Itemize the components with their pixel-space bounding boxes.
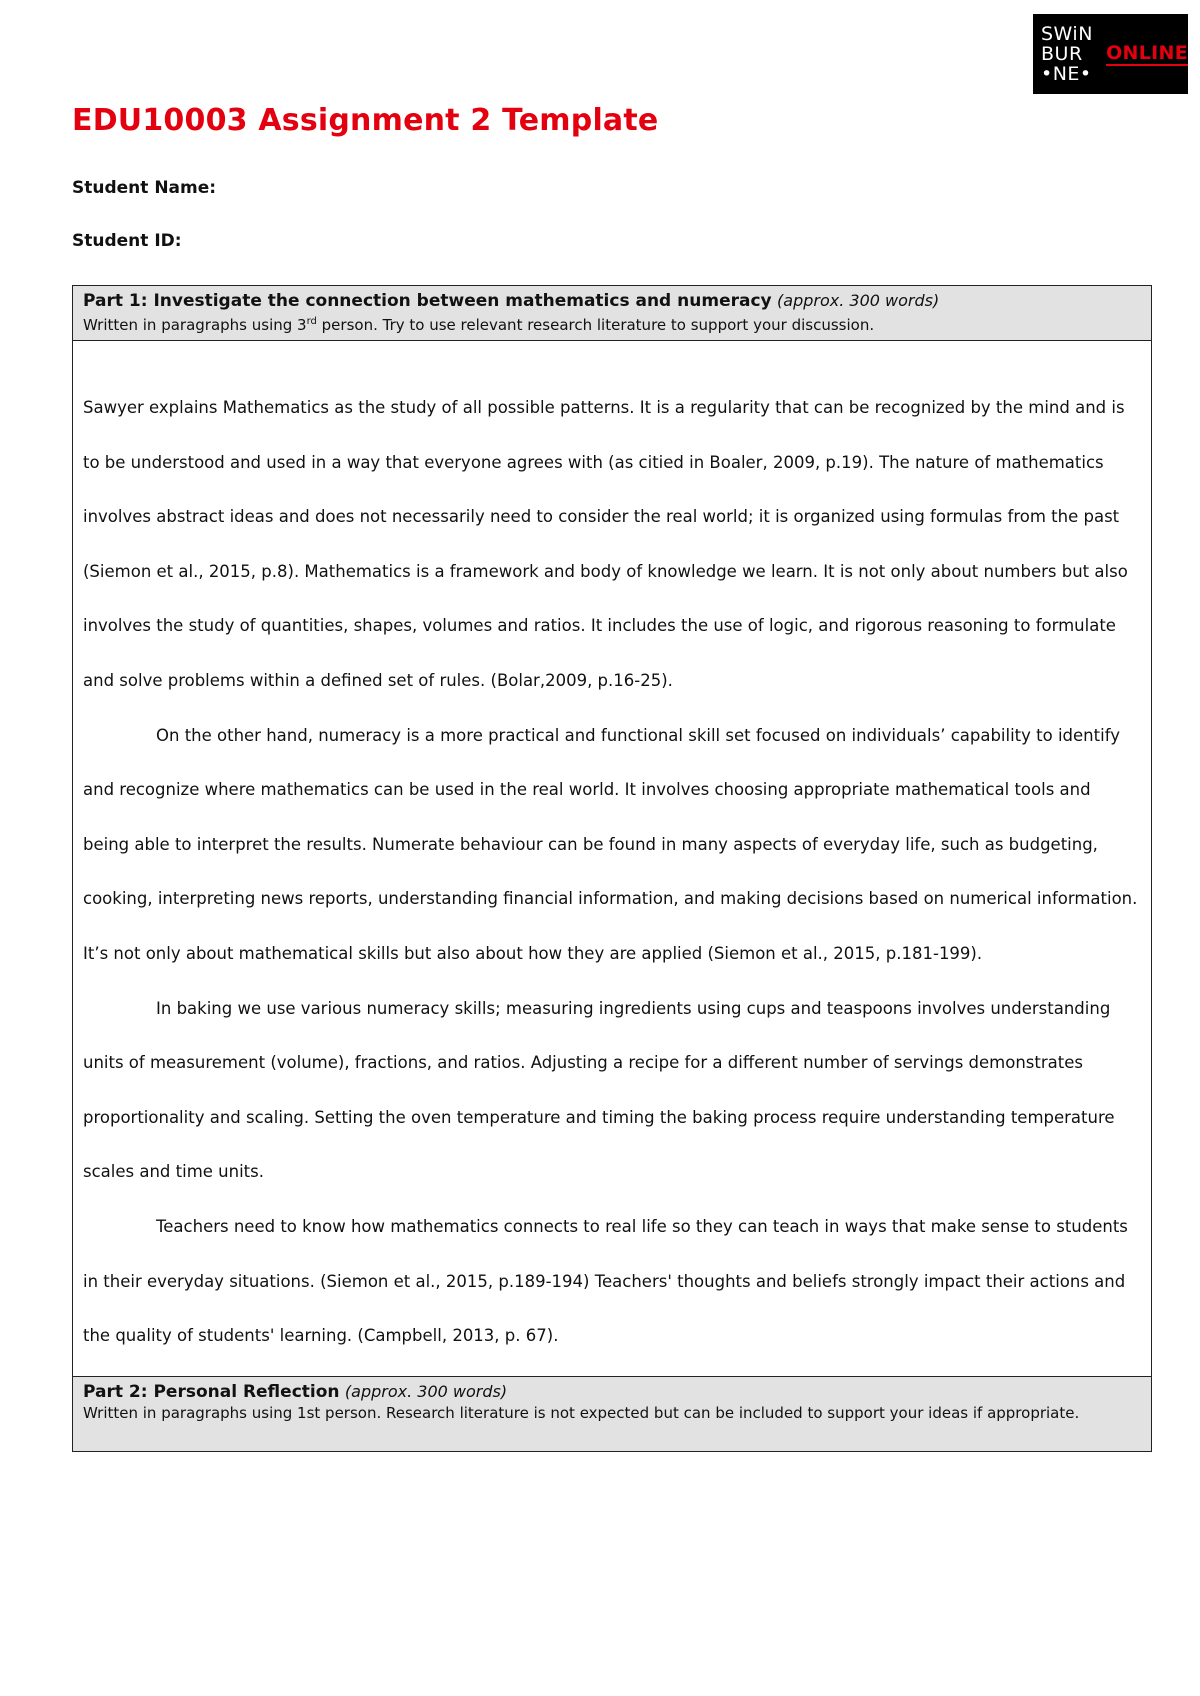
part2-word-count: (approx. 300 words): [344, 1381, 508, 1401]
part2-heading: Part 2: Personal Reflection: [83, 1381, 340, 1402]
response-paragraph: In baking we use various numeracy skills; measuring ingredients using cups and teaspoons involves understanding units of measurement (volume), fractions, and ratios. Adjusting a recipe for a different number of servings demonstrates proportionality and scaling. Setting the oven temperature and timing the baking process require understanding temperature scales and time units.: [83, 998, 1115, 1182]
part1-header-cell: [73, 286, 1152, 341]
part1-word-count: (approx. 300 words): [777, 291, 940, 310]
assignment-table: [72, 285, 1152, 1452]
part1-instructions-pre: Written in paragraphs using 3: [83, 316, 307, 334]
response-paragraph: On the other hand, numeracy is a more practical and functional skill set focused on individuals’ capability to identify and recognize where mathematics can be used in the real world. It involves choosing appropriate mathematical tools and being able to interpret the results. Numerate behaviour can be found in many aspects of everyday life, such as budgeting, cooking, interpreting news reports, understanding financial information, and making decisions based on numerical information. It’s not only about mathematical skills but also about how they are applied (Siemon et al., 2015, p.181-199).: [83, 725, 1138, 963]
logo-mark-line: •NE•: [1041, 63, 1092, 85]
logo-mark: [1033, 24, 1106, 84]
student-name-label: Student Name:: [72, 178, 217, 198]
part2-heading-line: [83, 1382, 1141, 1402]
part2-header-cell: [73, 1376, 1152, 1451]
logo-mark-line: SWiN: [1041, 23, 1093, 45]
student-id-label: Student ID:: [72, 231, 182, 251]
document-title: EDU10003 Assignment 2 Template: [72, 103, 659, 138]
swinburne-online-logo: [1033, 14, 1188, 94]
part1-instructions-sup: rd: [306, 316, 317, 327]
logo-mark-line: BUR: [1041, 43, 1083, 65]
part1-instructions-post: person. Try to use relevant research literature to support your discussion.: [316, 316, 875, 334]
response-paragraph: Sawyer explains Mathematics as the study of all possible patterns. It is a regularity that can be recognized by the mind and is to be understood and used in a way that everyone agrees with (as citied in Boaler, 2009, p.19). The nature of mathematics involves abstract ideas and does not necessarily need to consider the real world; it is organized using formulas from the past (Siemon et al., 2015, p.8). Mathematics is a framework and body of knowledge we learn. It is not only about numbers but also involves the study of quantities, shapes, volumes and ratios. It includes the use of logic, and rigorous reasoning to formulate and solve problems within a defined set of rules. (Bolar,2009, p.16-25).: [83, 398, 1128, 690]
logo-online-text: ONLINE: [1106, 42, 1188, 64]
part2-instructions: Written in paragraphs using 1st person. Research literature is not expected but can be included to support your ideas if appropriate.: [83, 1403, 1080, 1422]
part1-heading-line: [83, 291, 1141, 311]
part1-response-cell[interactable]: [73, 341, 1152, 1377]
response-paragraph: Teachers need to know how mathematics connects to real life so they can teach in ways that make sense to students in their everyday situations. (Siemon et al., 2015, p.189-194) Teachers' thoughts and beliefs strongly impact their actions and the quality of students' learning. (Campbell, 2013, p. 67).: [83, 1216, 1128, 1346]
part1-instructions: [83, 311, 1141, 336]
part1-heading: Part 1: Investigate the connection between mathematics and numeracy: [83, 291, 772, 311]
